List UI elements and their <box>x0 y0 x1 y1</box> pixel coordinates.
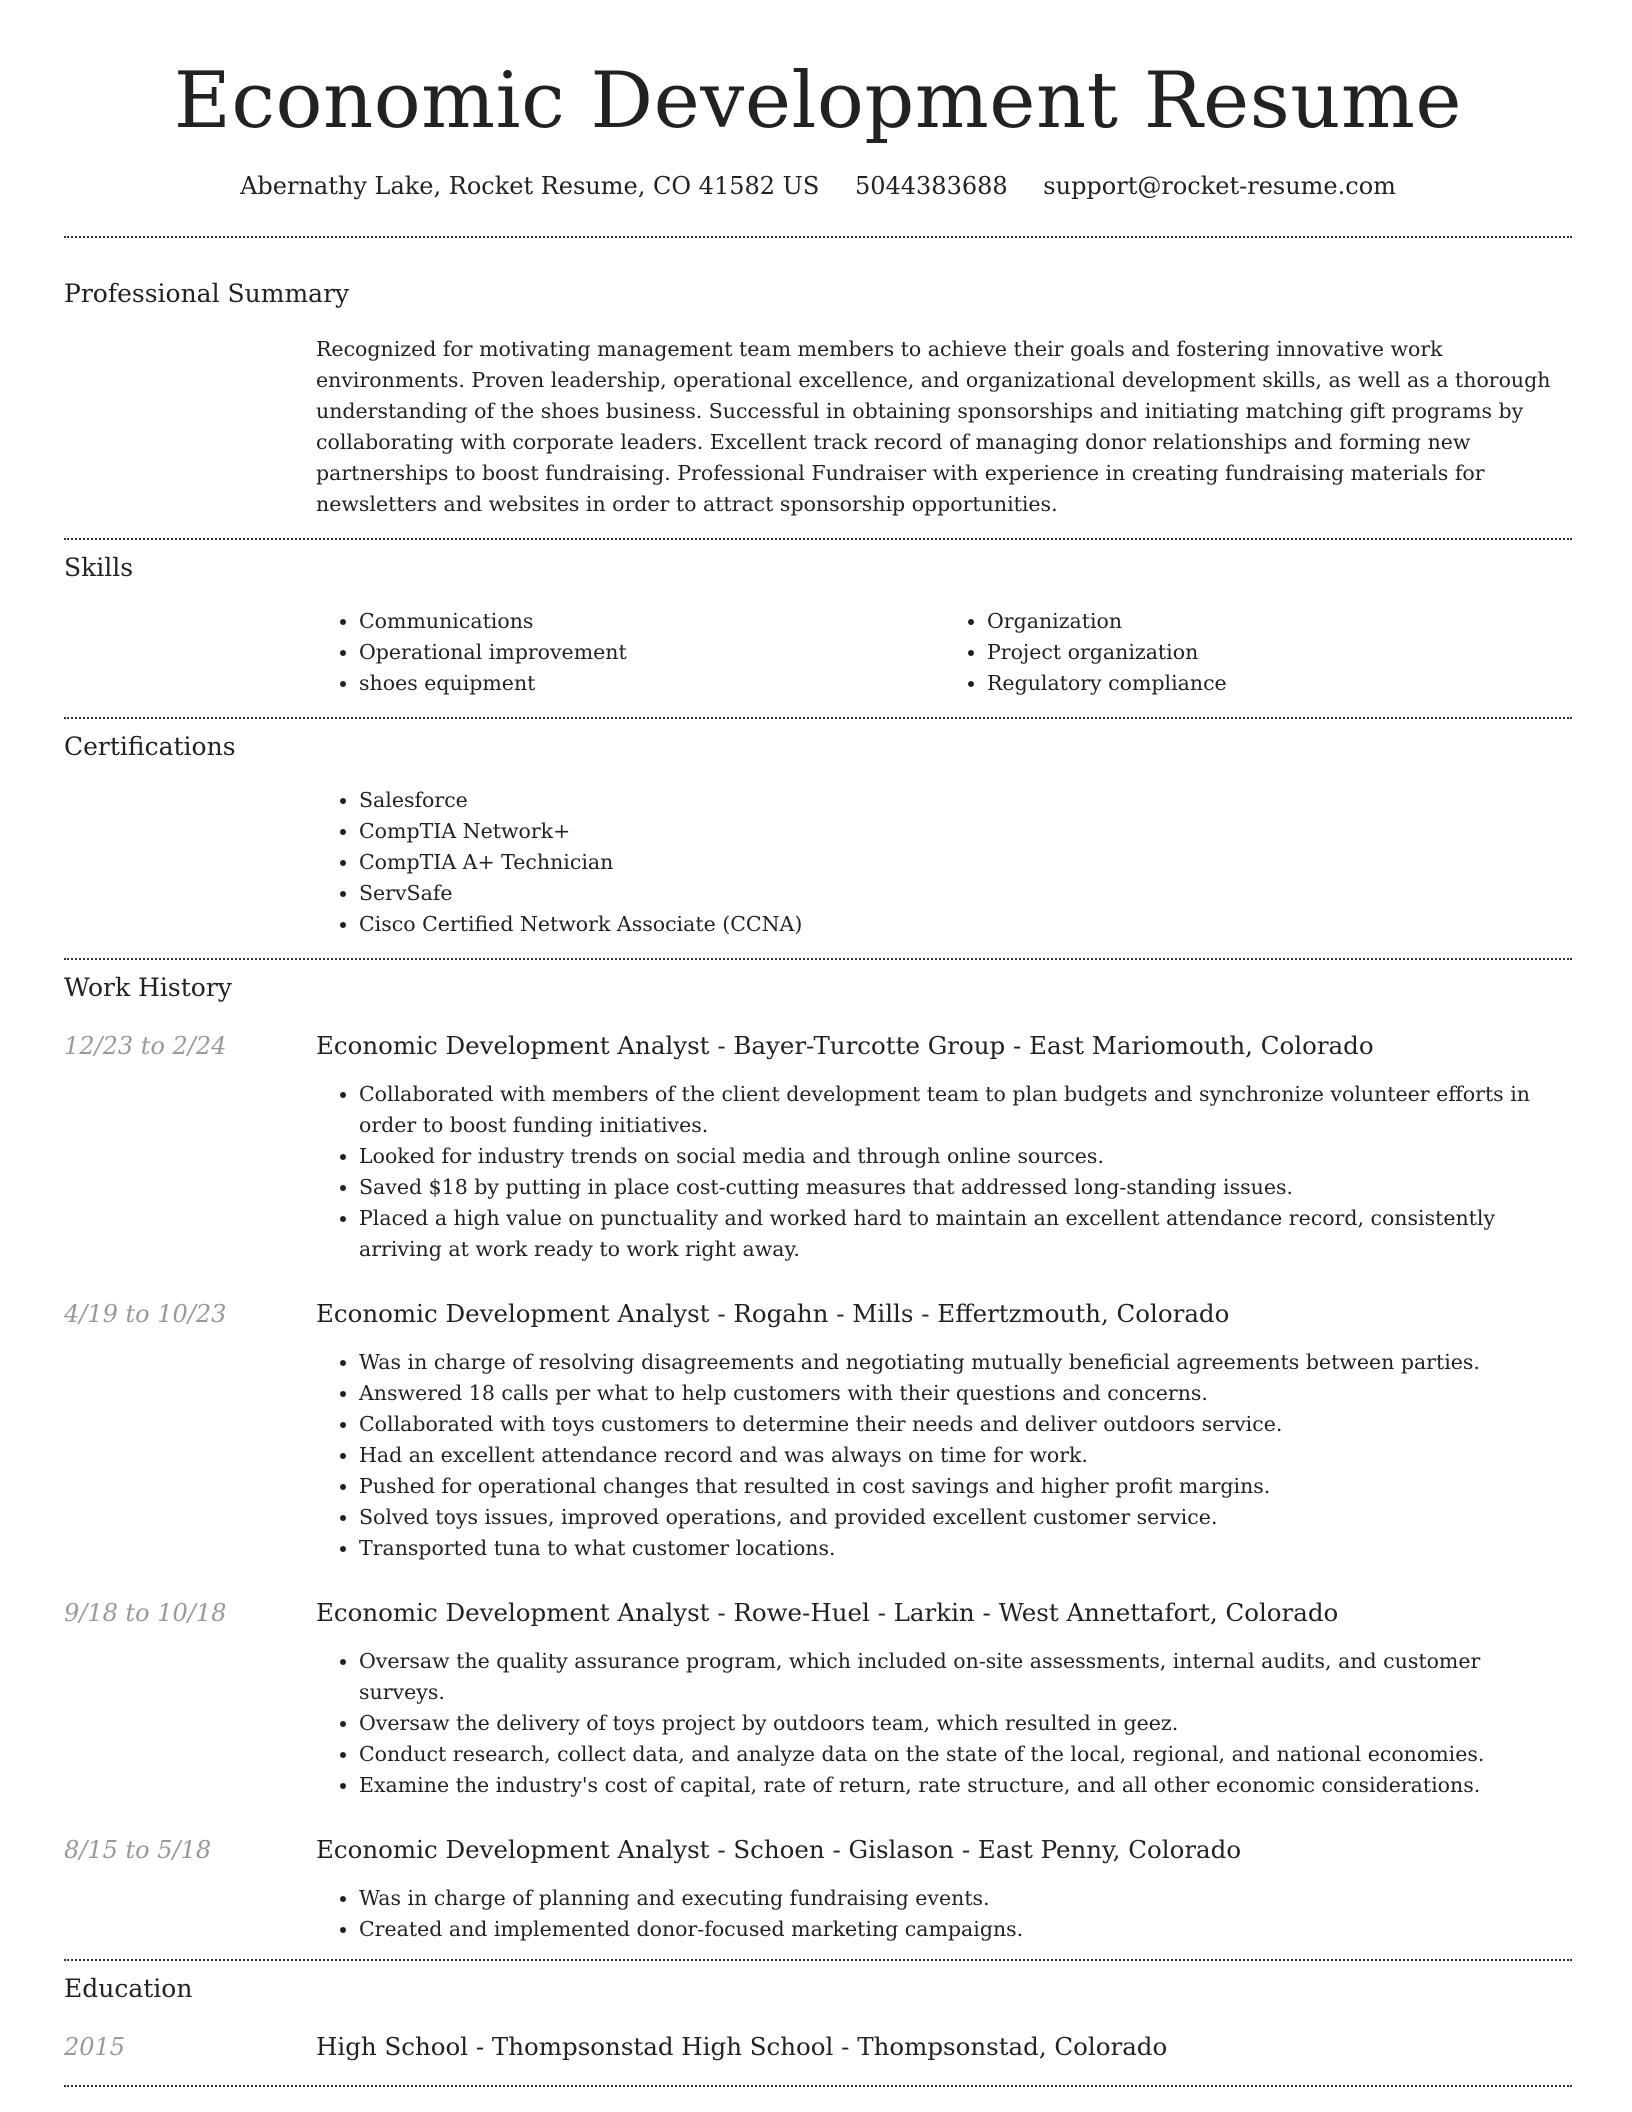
certifications-list <box>316 785 1572 940</box>
job-entry <box>64 1298 1572 1564</box>
job-details <box>316 1834 1572 1945</box>
skills-list-right <box>944 606 1572 699</box>
job-bullets <box>316 1883 1572 1945</box>
list-item: • Examine the industry's cost of capital, rate of return, rate structure, and all other economic considerations. <box>359 1770 1572 1801</box>
job-bullets <box>316 1347 1572 1564</box>
job-bullets <box>316 1646 1572 1801</box>
divider <box>64 958 1572 960</box>
certifications-heading: Certifications <box>64 732 236 761</box>
work-heading: Work History <box>64 973 232 1002</box>
job-title: Economic Development Analyst - Rogahn - Mills - Effertzmouth, Colorado <box>316 1299 1230 1328</box>
summary-text: Recognized for motivating management team members to achieve their goals and fostering innovative work environments. Proven leadership, operational excellence, and organizational development skills, as well as a thorough understanding of the shoes business. Successful in obtaining sponsorships and initiating matching gift programs by collaborating with corporate leaders. Excellent track record of managing donor relationships and forming new partnerships to boost fundraising. Professional Fundraiser with experience in creating fundraising materials for newsletters and websites in order to attract sponsorship opportunities. <box>316 337 1551 516</box>
list-item: • Created and implemented donor-focused marketing campaigns. <box>359 1914 1572 1945</box>
divider <box>64 538 1572 540</box>
education-date: 2015 <box>64 2033 126 2061</box>
list-item: • Oversaw the quality assurance program, which included on-site assessments, internal audits, and customer surveys. <box>359 1646 1572 1708</box>
skills-heading: Skills <box>64 553 134 582</box>
list-item: • Project organization <box>987 637 1572 668</box>
list-item: • Communications <box>359 606 944 637</box>
list-item: • Regulatory compliance <box>987 668 1572 699</box>
resume-title: Economic Development Resume <box>173 56 1463 146</box>
list-item: • shoes equipment <box>359 668 944 699</box>
job-details <box>316 1030 1572 1265</box>
certifications-section <box>64 731 1572 940</box>
list-item: • Organization <box>987 606 1572 637</box>
job-dates: 9/18 to 10/18 <box>64 1599 227 1627</box>
list-item: • Answered 18 calls per what to help customers with their questions and concerns. <box>359 1378 1572 1409</box>
list-item: • Transported tuna to what customer locations. <box>359 1533 1572 1564</box>
job-dates: 4/19 to 10/23 <box>64 1300 227 1328</box>
divider <box>64 236 1572 238</box>
list-item: • Operational improvement <box>359 637 944 668</box>
job-details <box>316 1597 1572 1801</box>
certifications-content <box>316 785 1572 940</box>
summary-section <box>64 278 1572 520</box>
list-item: • Cisco Certified Network Associate (CCNA) <box>359 909 1572 940</box>
job-details <box>316 1298 1572 1564</box>
list-item: • Oversaw the delivery of toys project by outdoors team, which resulted in geez. <box>359 1708 1572 1739</box>
contact-line <box>64 170 1572 202</box>
list-item: • Pushed for operational changes that resulted in cost savings and higher profit margins. <box>359 1471 1572 1502</box>
list-item: • Placed a high value on punctuality and worked hard to maintain an excellent attendance record, consistently arriving at work ready to work right away. <box>359 1203 1572 1265</box>
list-item: • Saved $18 by putting in place cost-cutting measures that addressed long-standing issues. <box>359 1172 1572 1203</box>
contact-address: Abernathy Lake, Rocket Resume, CO 41582 US <box>240 172 820 200</box>
education-section <box>64 1973 1572 2063</box>
summary-heading: Professional Summary <box>64 279 350 308</box>
work-section <box>64 972 1572 1945</box>
job-title: Economic Development Analyst - Rowe-Huel - Larkin - West Annettafort, Colorado <box>316 1598 1339 1627</box>
list-item: • CompTIA Network+ <box>359 816 1572 847</box>
contact-phone: 5044383688 <box>854 172 1008 200</box>
list-item: • Collaborated with members of the client development team to plan budgets and synchronize volunteer efforts in order to boost funding initiatives. <box>359 1079 1572 1141</box>
skills-section <box>64 552 1572 699</box>
contact-email[interactable]: support@rocket-resume.com <box>1043 172 1396 200</box>
job-bullets <box>316 1079 1572 1265</box>
job-entry <box>64 1030 1572 1265</box>
divider <box>64 717 1572 719</box>
list-item: • Had an excellent attendance record and was always on time for work. <box>359 1440 1572 1471</box>
list-item: • Collaborated with toys customers to determine their needs and deliver outdoors service. <box>359 1409 1572 1440</box>
divider <box>64 1959 1572 1961</box>
skills-list-left <box>316 606 944 699</box>
job-entry <box>64 1834 1572 1945</box>
list-item: • ServSafe <box>359 878 1572 909</box>
education-entry <box>64 2031 1572 2063</box>
job-dates: 12/23 to 2/24 <box>64 1032 227 1060</box>
education-title: High School - Thompsonstad High School - Thompsonstad, Colorado <box>316 2032 1168 2061</box>
list-item: • Solved toys issues, improved operations, and provided excellent customer service. <box>359 1502 1572 1533</box>
job-title: Economic Development Analyst - Bayer-Turcotte Group - East Mariomouth, Colorado <box>316 1031 1374 1060</box>
education-details <box>316 2031 1572 2063</box>
education-heading: Education <box>64 1974 193 2003</box>
job-entry <box>64 1597 1572 1801</box>
list-item: • CompTIA A+ Technician <box>359 847 1572 878</box>
list-item: • Was in charge of planning and executing fundraising events. <box>359 1883 1572 1914</box>
job-title: Economic Development Analyst - Schoen - Gislason - East Penny, Colorado <box>316 1835 1242 1864</box>
list-item: • Salesforce <box>359 785 1572 816</box>
resume-page <box>64 0 1572 2087</box>
list-item: • Conduct research, collect data, and analyze data on the state of the local, regional, and national economies. <box>359 1739 1572 1770</box>
skills-grid <box>316 606 1572 699</box>
job-dates: 8/15 to 5/18 <box>64 1836 212 1864</box>
list-item: • Was in charge of resolving disagreements and negotiating mutually beneficial agreements between parties. <box>359 1347 1572 1378</box>
divider <box>64 2085 1572 2087</box>
list-item: • Looked for industry trends on social media and through online sources. <box>359 1141 1572 1172</box>
